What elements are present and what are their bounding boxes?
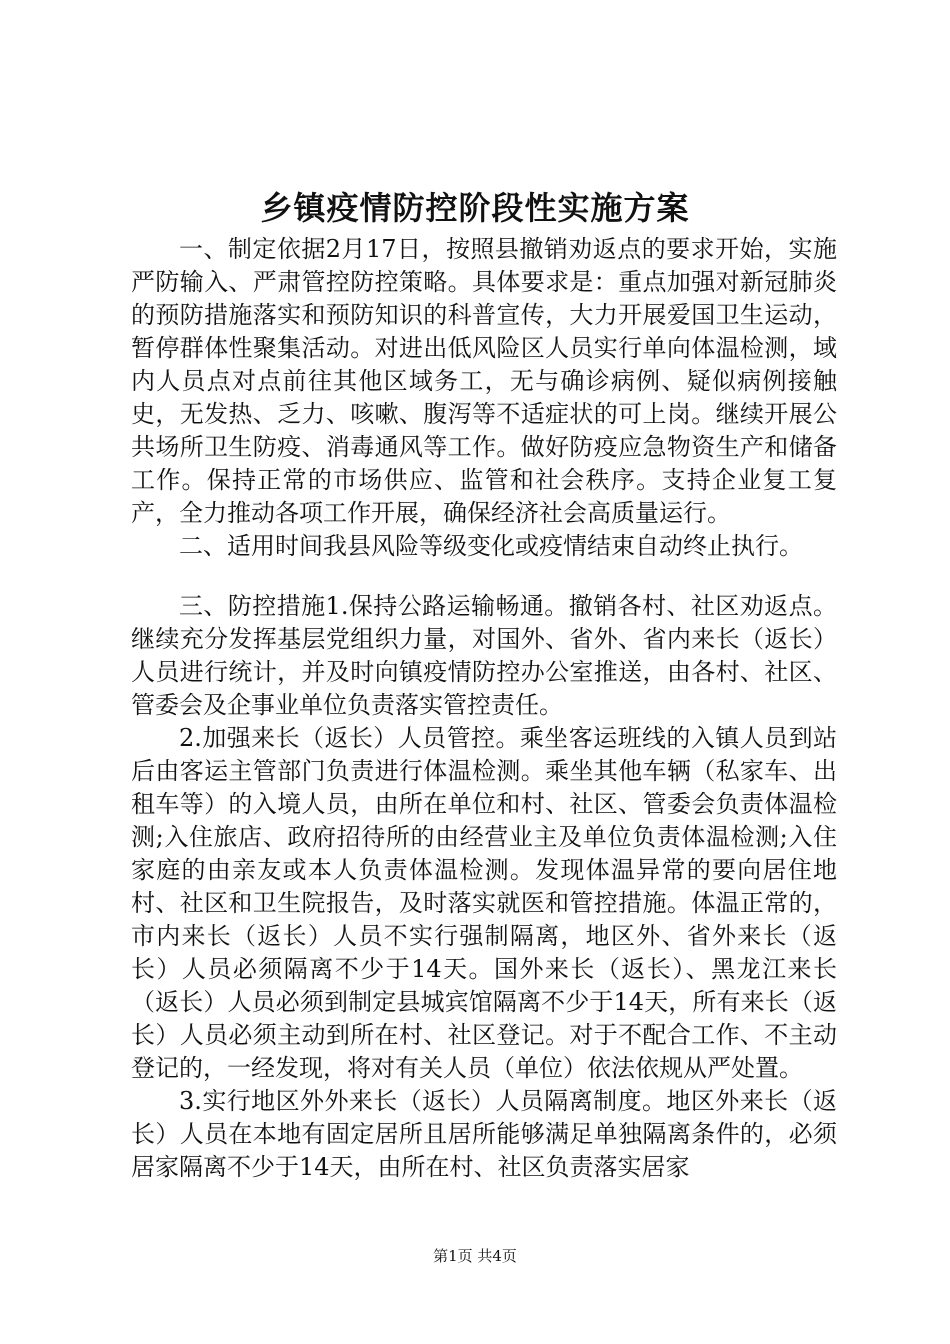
document-title: 乡镇疫情防控阶段性实施方案 [260,189,690,227]
document-body [131,233,837,1184]
paragraph-applicable-time: 二、适用时间我县风险等级变化或疫情结束自动终止执行。 [179,532,803,560]
page-footer: 第1页 共4页 [433,1247,517,1265]
paragraph-measure-3: 3.实行地区外外来长（返长）人员隔离制度。地区外来长（返长）人员在本地有固定居所且居所能够满足单独隔离条件的，必须居家隔离不少于14天，由所在村、社区负责落实居家 [131,1087,837,1181]
paragraph-measures: 三、防控措施1.保持公路运输畅通。撤销各村、社区劝返点。继续充分发挥基层党组织力量，对国外、省外、省内来长（返长）人员进行统计，并及时向镇疫情防控办公室推送，由各村、社区、管委会及企事业单位负责落实管控责任。 [131,592,837,719]
paragraph-measure-2: 2.加强来长（返长）人员管控。乘坐客运班线的入镇人员到站后由客运主管部门负责进行体温检测。乘坐其他车辆（私家车、出租车等）的入境人员，由所在单位和村、社区、管委会负责体温检测;入住旅店、政府招待所的由经营业主及单位负责体温检测;入住家庭的由亲友或本人负责体温检测。发现体温异常的要向居住地村、社区和卫生院报告，及时落实就医和管控措施。体温正常的，市内来长（返长）人员不实行强制隔离，地区外、省外来长（返长）人员必须隔离不少于14天。国外来长（返长）、黑龙江来长（返长）人员必须到制定县城宾馆隔离不少于14天，所有来长（返长）人员必须主动到所在村、社区登记。对于不配合工作、不主动登记的，一经发现，将对有关人员（单位）依法依规从严处置。 [131,724,837,1082]
paragraph-basis: 一、制定依据2月17日，按照县撤销劝返点的要求开始，实施严防输入、严肃管控防控策略。具体要求是：重点加强对新冠肺炎的预防措施落实和预防知识的科普宣传，大力开展爱国卫生运动，暂停群体性聚集活动。对进出低风险区人员实行单向体温检测，域内人员点对点前往其他区域务工，无与确诊病例、疑似病例接触史，无发热、乏力、咳嗽、腹泻等不适症状的可上岗。继续开展公共场所卫生防疫、消毒通风等工作。做好防疫应急物资生产和储备工作。保持正常的市场供应、监管和社会秩序。支持企业复工复产，全力推动各项工作开展，确保经济社会高质量运行。 [131,235,837,527]
